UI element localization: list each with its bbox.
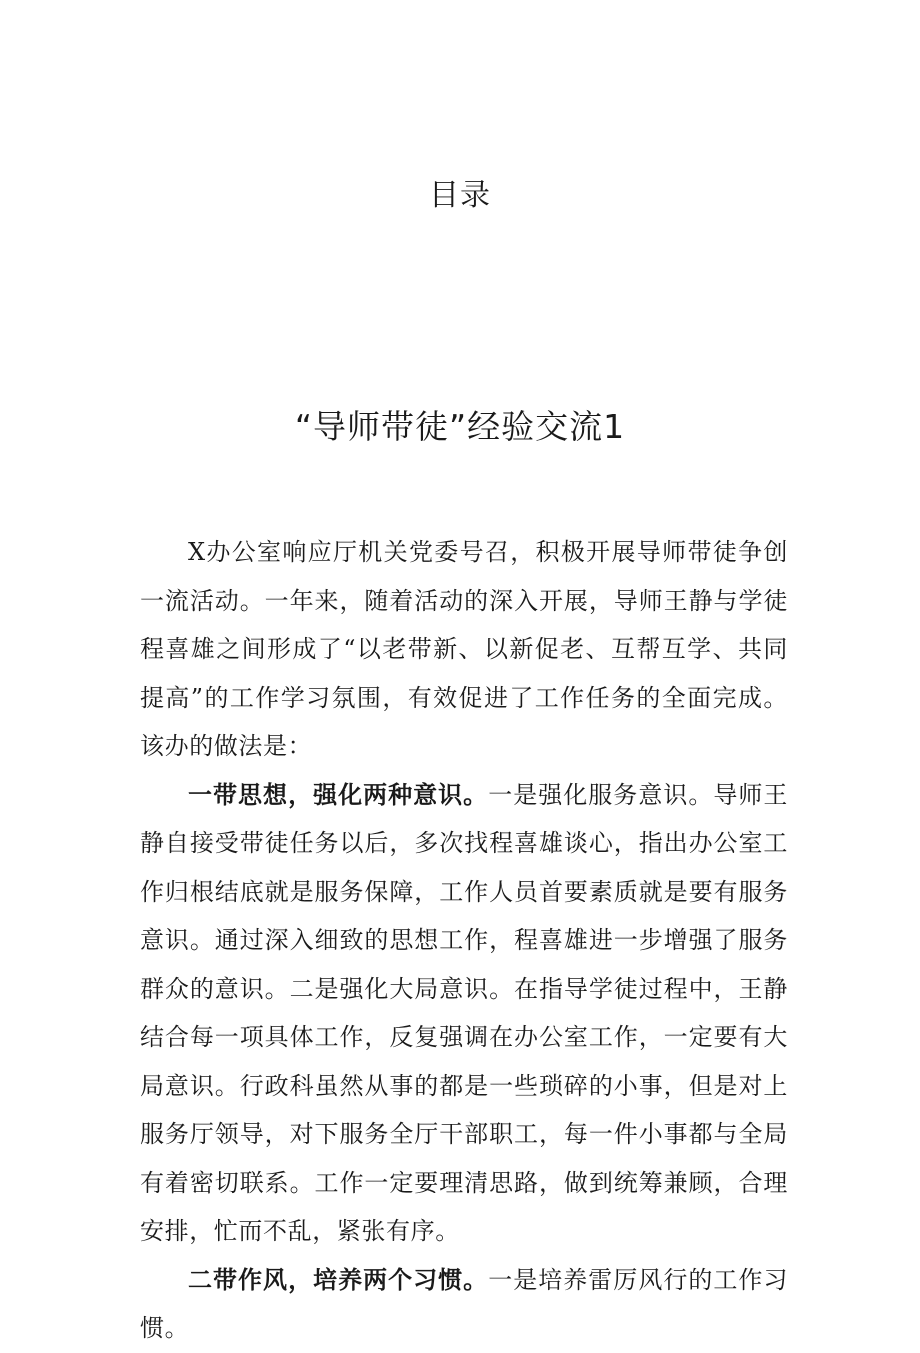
article-body [140,528,788,1353]
toc-heading: 目录 [429,178,491,213]
article-paragraph [140,1256,788,1353]
article-title: “导师带徒”经验交流1 [294,407,626,446]
paragraph-text: 一是强化服务意识。导师王静自接受带徒任务以后，多次找程喜雄谈心，指出办公室工作归根结底就是服务保障，工作人员首要素质就是要有服务意识。通过深入细致的思想工作，程喜雄进一步增强了服务群众的意识。二是强化大局意识。在指导学徒过程中，王静结合每一项具体工作，反复强调在办公室工作，一定要有大局意识。行政科虽然从事的都是一些琐碎的小事，但是对上服务厅领导，对下服务全厅干部职工，每一件小事都与全局有着密切联系。工作一定要理清思路，做到统筹兼顾，合理安排，忙而不乱，紧张有序。 [140,780,789,1245]
paragraph-text: X办公室响应厅机关党委号召，积极开展导师带徒争创一流活动。一年来，随着活动的深入开展，导师王静与学徒程喜雄之间形成了“以老带新、以新促老、互帮互学、共同提高”的工作学习氛围，有效促进了工作任务的全面完成。该办的做法是： [140,538,788,760]
article-paragraph [140,528,788,771]
paragraph-text: 一是培养雷厉风行的工作习惯。 [140,1265,789,1342]
article-paragraph [140,771,788,1256]
paragraph-lead: 一带思想，强化两种意识。 [188,779,489,809]
paragraph-lead: 二带作风，培养两个习惯。 [188,1264,489,1294]
